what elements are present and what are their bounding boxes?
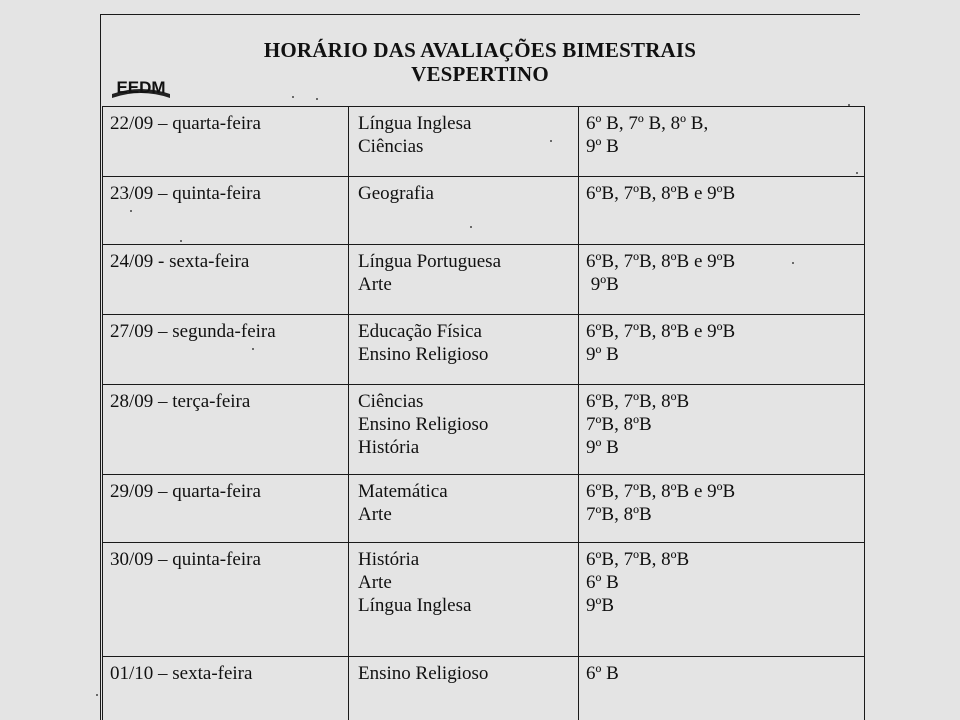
subject-name: Arte	[358, 274, 392, 295]
classes-cell	[586, 182, 735, 205]
subjects-cell	[358, 182, 434, 205]
subjects-cell	[358, 112, 471, 158]
class-group: 9º B	[586, 136, 619, 157]
table-row-divider	[102, 244, 864, 245]
exam-date-cell: 27/09 – segunda-feira	[110, 321, 276, 342]
table-row	[102, 390, 864, 474]
subjects-cell	[358, 250, 501, 296]
class-group: 6ºB, 7ºB, 8ºB e 9ºB	[586, 183, 736, 204]
class-group: 9ºB	[586, 595, 615, 616]
school-logo	[110, 74, 172, 100]
exam-date-cell: 01/10 – sexta-feira	[110, 663, 253, 684]
exam-date-cell: 30/09 – quinta-feira	[110, 549, 261, 570]
table-row-divider	[102, 384, 864, 385]
class-group: 7ºB, 8ºB	[586, 504, 652, 525]
table-row-divider	[102, 542, 864, 543]
page-left-border	[100, 14, 101, 720]
table-row	[102, 480, 864, 542]
class-group: 9º B	[586, 437, 619, 458]
subject-name: História	[358, 437, 420, 458]
classes-cell	[586, 250, 735, 296]
table-right-edge	[864, 106, 865, 720]
svg-text:EEDM: EEDM	[116, 78, 166, 97]
class-group: 6ºB, 7ºB, 8ºB e 9ºB	[586, 321, 736, 342]
class-group: 6º B	[586, 572, 619, 593]
subject-name: Língua Portuguesa	[358, 251, 502, 272]
subject-name: Arte	[358, 504, 392, 525]
table-row	[102, 182, 864, 244]
exam-date-cell: 24/09 - sexta-feira	[110, 251, 250, 272]
classes-cell	[586, 320, 735, 366]
table-row-divider	[102, 656, 864, 657]
exam-date-cell: 29/09 – quarta-feira	[110, 481, 261, 502]
class-group: 7ºB, 8ºB	[586, 414, 652, 435]
subject-name: Matemática	[358, 481, 448, 502]
exam-date-cell: 22/09 – quarta-feira	[110, 113, 261, 134]
table-row-divider	[102, 106, 864, 107]
classes-cell	[586, 662, 619, 685]
subjects-cell	[358, 480, 448, 526]
table-row-divider	[102, 176, 864, 177]
subject-name: Ensino Religioso	[358, 663, 489, 684]
subject-name: Arte	[358, 572, 392, 593]
subjects-cell	[358, 548, 471, 617]
classes-cell	[586, 390, 689, 459]
table-row-divider	[102, 314, 864, 315]
exam-date-cell: 23/09 – quinta-feira	[110, 183, 261, 204]
subjects-cell	[358, 662, 488, 685]
subject-name: Língua Inglesa	[358, 595, 472, 616]
classes-cell	[586, 112, 708, 158]
school-logo-icon	[110, 74, 172, 100]
subject-name: Ciências	[358, 136, 424, 157]
document-title: HORÁRIO DAS AVALIAÇÕES BIMESTRAIS	[263, 38, 697, 62]
subjects-cell	[358, 390, 488, 459]
class-group: 6º B, 7º B, 8º B,	[586, 113, 709, 134]
subject-name: História	[358, 549, 420, 570]
table-row	[102, 250, 864, 314]
classes-cell	[586, 480, 735, 526]
document-subtitle: VESPERTINO	[411, 62, 549, 86]
page-top-border	[100, 14, 860, 15]
subject-name: Educação Física	[358, 321, 482, 342]
class-group: 6º B	[586, 663, 619, 684]
table-row	[102, 662, 864, 720]
subject-name: Língua Inglesa	[358, 113, 472, 134]
subject-name: Ensino Religioso	[358, 414, 489, 435]
subject-name: Geografia	[358, 183, 434, 204]
subjects-cell	[358, 320, 488, 366]
class-group: 6ºB, 7ºB, 8ºB	[586, 391, 690, 412]
subject-name: Ciências	[358, 391, 424, 412]
exam-date-cell: 28/09 – terça-feira	[110, 391, 251, 412]
classes-cell	[586, 548, 689, 617]
class-group: 6ºB, 7ºB, 8ºB	[586, 549, 690, 570]
class-group: 6ºB, 7ºB, 8ºB e 9ºB	[586, 481, 736, 502]
class-group: 9º B	[586, 344, 619, 365]
class-group: 9ºB	[586, 274, 619, 295]
subject-name: Ensino Religioso	[358, 344, 489, 365]
table-row	[102, 548, 864, 656]
table-row-divider	[102, 474, 864, 475]
table-row	[102, 112, 864, 176]
class-group: 6ºB, 7ºB, 8ºB e 9ºB	[586, 251, 736, 272]
table-row	[102, 320, 864, 384]
